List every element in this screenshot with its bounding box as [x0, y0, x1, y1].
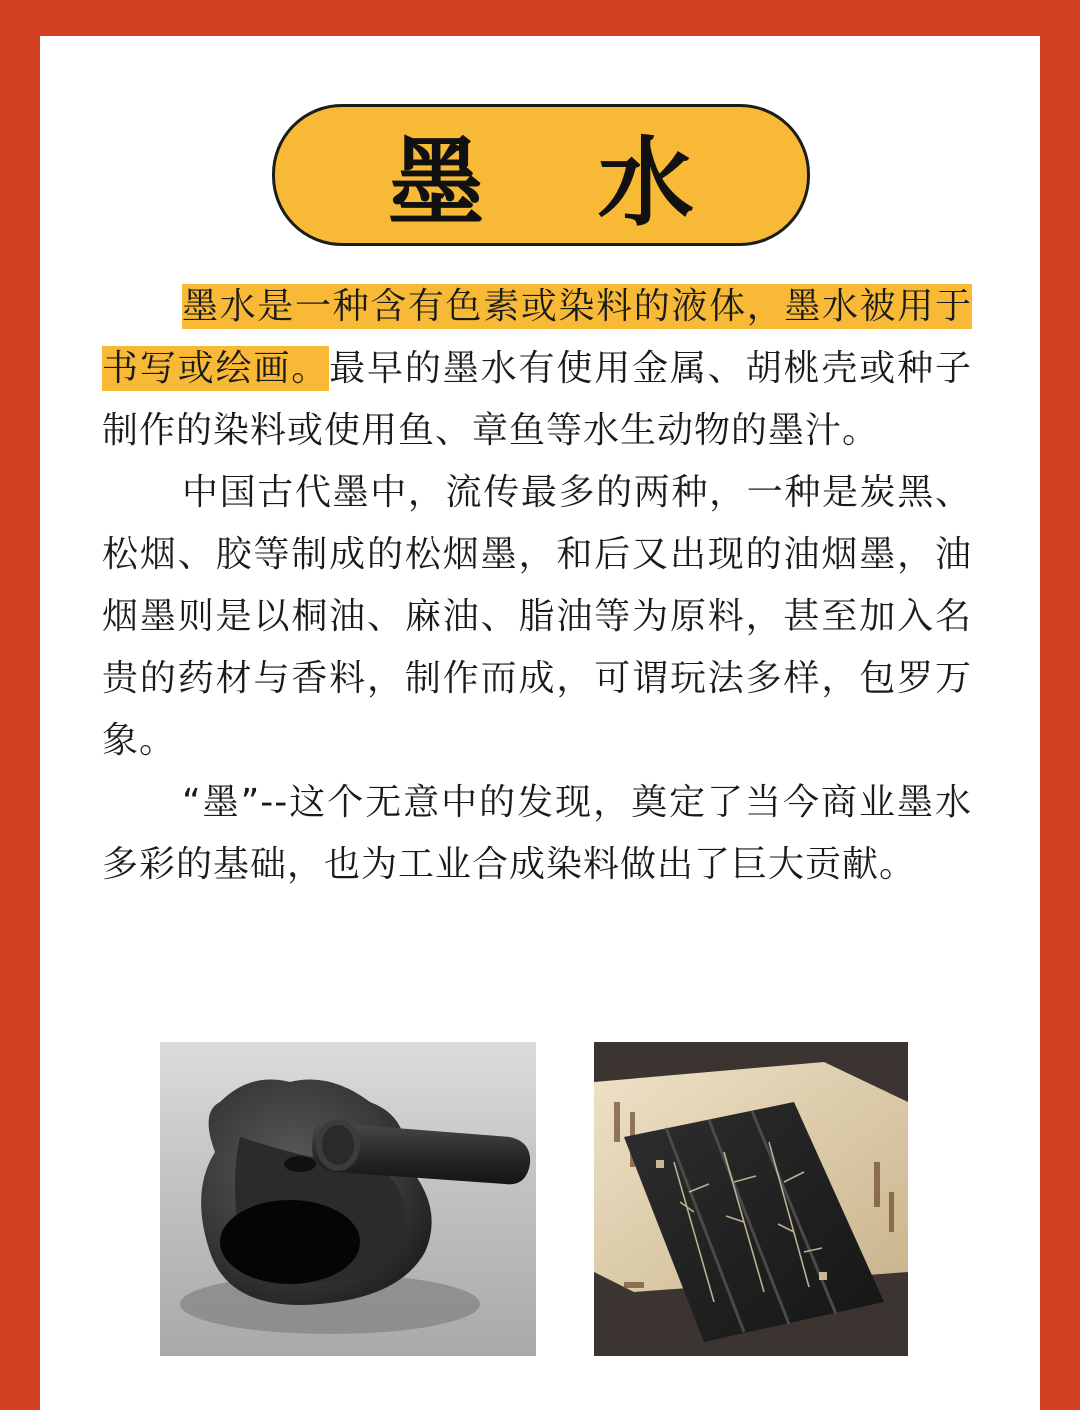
highlighted-definition: 墨水是一种含有色素或染料的液体，墨水被用于书写或绘画。 [102, 286, 972, 389]
page-title: 墨 水 [388, 126, 734, 239]
paragraph-1 [102, 276, 972, 462]
paragraph-1-rest: 最早的墨水有使用金属、胡桃壳或种子制作的染料或使用鱼、章鱼等水生动物的墨汁。 [102, 348, 972, 451]
ink-stick-photo [594, 1042, 908, 1356]
paragraph-3: “墨”--这个无意中的发现，奠定了当今商业墨水多彩的基础，也为工业合成染料做出了巨大贡献。 [102, 782, 972, 885]
page-frame [40, 36, 1040, 1410]
inkstone-photo [160, 1042, 536, 1356]
paragraph-2: 中国古代墨中，流传最多的两种，一种是炭黑、松烟、胶等制成的松烟墨，和后又出现的油烟墨，油烟墨则是以桐油、麻油、脂油等为原料，甚至加入名贵的药材与香料，制作而成，可谓玩法多样，包罗万象。 [102, 472, 972, 761]
title-banner [272, 104, 810, 246]
article-body [102, 276, 972, 896]
